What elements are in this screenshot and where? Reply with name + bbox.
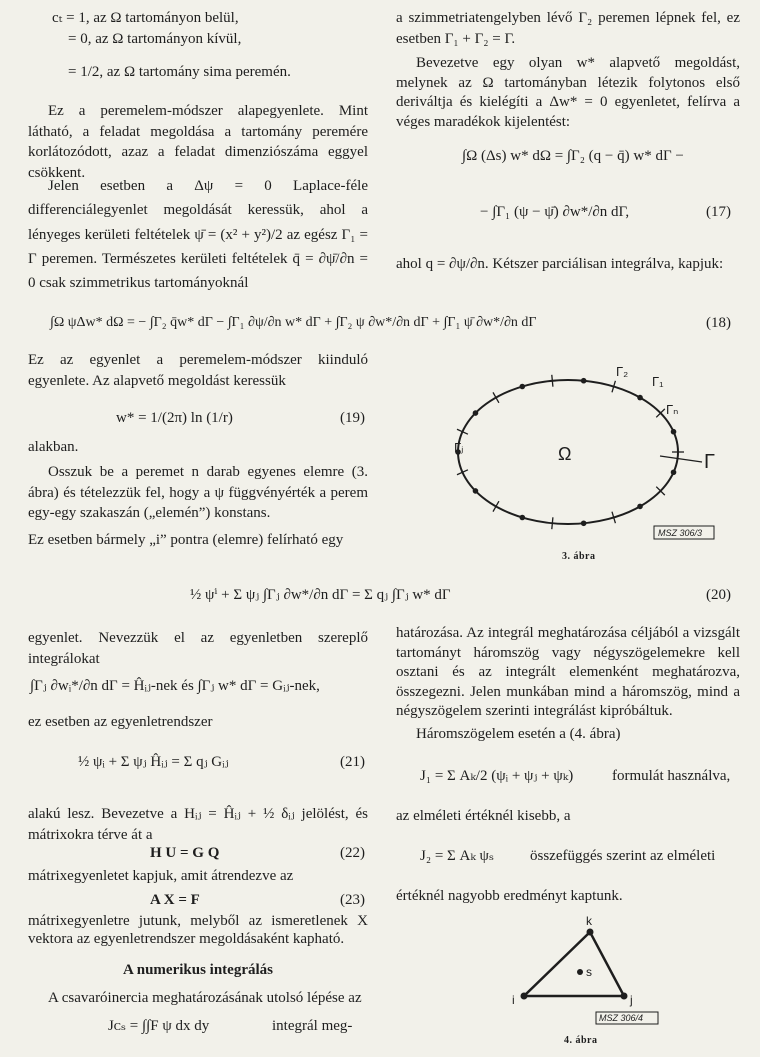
- figure-3-boundary-diagram: [420, 356, 740, 566]
- node-i: [521, 993, 528, 1000]
- paragraph-ismeretlenek: mátrixegyenletre jutunk, melyből az ismeretlenek X vektora az egyenletrendszer megoldásaként kapható.: [28, 913, 368, 947]
- paragraph-integralok: egyenlet. Nevezzük el az egyenletben szereplő integrálokat: [28, 630, 368, 667]
- equation-j2: J₂ = Σ Aₖ ψₛ: [420, 848, 495, 864]
- paragraph-hatarozasa: határozása. Az integrál meghatározása céljából a vizsgált tartományt háromszög vagy négyszögelemekre kell osztani és az integrált elemenként meghatározva, összegezni. Jelen munkában mind a háromszög, mind a négyszögelem szerinti integrálást kipróbáltuk.: [396, 625, 740, 719]
- paragraph-szimmetriatengely: a szimmetriatengelyben lévő Γ₂ peremen lépnek fel, ez esetben Γ₁ + Γ₂ = Γ.: [396, 10, 740, 47]
- figure-4-stamp: MSZ 306/4: [599, 1013, 644, 1023]
- triangle-element: [524, 932, 624, 996]
- equation-j1: J₁ = Σ Aₖ/2 (ψᵢ + ψⱼ + ψₖ): [420, 768, 574, 784]
- equation-23: A X = F: [150, 892, 200, 908]
- paragraph-elemek: Osszuk be a peremet n darab egyenes elemre (3. ábra) és tételezzük fel, hogy a ψ függvényérték a perem egy-egy szakaszán („elemén”) konstans.: [28, 464, 368, 522]
- omega-label: Ω: [558, 444, 572, 464]
- gamma-label: Γ: [704, 451, 716, 473]
- gamman-label: Γₙ: [666, 402, 679, 417]
- paragraph-laplace: Jelen esetben a Δψ = 0 Laplace-féle differenciálegyenlet megoldását keressük, ahol a lényeges kerületi feltételek ψ̄ = (x² + y²)/2 az egész Γ₁ = Γ peremen. Természetes kerületi feltételek q̄ = ∂ψ̄/∂n = 0 csak szimmetrikus tartományoknál: [28, 178, 368, 292]
- equation-21: ½ ψᵢ + Σ ψⱼ Ĥᵢⱼ = Σ qⱼ Gᵢⱼ: [78, 754, 229, 770]
- paragraph-kiindulo: Ez az egyenlet a peremelem-módszer kiinduló egyenlete. Az alapvető megoldást keressük: [28, 352, 368, 389]
- gamma-arrow-line: [660, 456, 702, 462]
- figure-4-triangle-diagram: [504, 912, 684, 1032]
- equation-22-number: (22): [340, 845, 365, 861]
- equation-17-line1: ∫Ω (Δs) w* dΩ = ∫Γ₂ (q − q̄) w* dΓ −: [462, 148, 684, 164]
- paragraph-pont: Ez esetben bármely „i” pontra (elemre) felírható egy: [28, 532, 344, 548]
- paragraph-ahol-q: ahol q = ∂ψ/∂n. Kétszer parciálisan integrálva, kapjuk:: [396, 256, 724, 272]
- node-j: [621, 993, 628, 1000]
- paragraph-alakban: alakban.: [28, 439, 79, 455]
- equation-20: ½ ψⁱ + Σ ψⱼ ∫Γⱼ ∂w*/∂n dΓ = Σ qⱼ ∫Γⱼ w* dΓ: [190, 587, 451, 603]
- j1-tail-text: formulát használva,: [612, 768, 731, 784]
- j2-tail-text: összefüggés szerint az elméleti: [530, 848, 716, 864]
- section-heading: A numerikus integrálás: [122, 962, 273, 978]
- node-k: [587, 929, 594, 936]
- label-j: j: [630, 993, 633, 1007]
- gamma1-label: Γ₁: [652, 374, 664, 389]
- equation-18-number: (18): [706, 315, 731, 331]
- equation-19: w* = 1/(2π) ln (1/r): [116, 410, 233, 426]
- paragraph-egyenletrendszer: ez esetben az egyenletrendszer: [28, 714, 213, 730]
- ct-line1: cₜ = 1, az Ω tartományon belül,: [52, 10, 239, 26]
- label-i: i: [512, 993, 515, 1007]
- figure-4-caption: 4. ábra: [564, 1035, 598, 1046]
- paragraph-integral-tail: integrál meg-: [272, 1018, 353, 1034]
- gamma2-label: Γ₂: [616, 364, 629, 379]
- equation-18: ∫Ω ψΔw* dΩ = − ∫Γ₂ q̄w* dΓ − ∫Γ₁ ∂ψ/∂n w* dΓ + ∫Γ₂ ψ ∂w*/∂n dΓ + ∫Γ₁ ψ̄ ∂w*/∂n dΓ: [50, 315, 537, 330]
- paragraph-main-equation: Ez a peremelem-módszer alapegyenlete. Mint látható, a feladat megoldása a tartomány peremére korlátozódott, azaz a feladat dimenziószáma eggyel csökkent.: [28, 103, 368, 182]
- equation-19-number: (19): [340, 410, 365, 426]
- paragraph-alapveto-megoldas: Bevezetve egy olyan w* alapvető megoldást, melynek az Ω tartományban létezik folytonos első deriváltja és kielégíti a Δw* = 0 egyenletet, felírva a véges maradékok kijelentést:: [396, 55, 740, 130]
- equation-definitions: ∫Γⱼ ∂wᵢ*/∂n dΓ = Ĥᵢⱼ-nek és ∫Γⱼ w* dΓ = Gᵢⱼ-nek,: [30, 678, 320, 694]
- figure-3-stamp: MSZ 306/3: [658, 528, 703, 538]
- ct-line2: = 0, az Ω tartományon kívül,: [68, 31, 242, 47]
- paragraph-matrixegyenlet: mátrixegyenletet kapjuk, amit átrendezve az: [28, 868, 294, 884]
- equation-17-number: (17): [706, 204, 731, 220]
- label-k: k: [586, 914, 592, 928]
- paragraph-csavaroinercia: A csavaróinercia meghatározásának utolsó lépése az: [48, 990, 362, 1006]
- paragraph-elmeleti-kisebb: az elméleti értéknél kisebb, a: [396, 808, 571, 824]
- label-s: s: [586, 965, 592, 979]
- ct-line3: = 1/2, az Ω tartomány sima peremén.: [68, 64, 291, 80]
- paragraph-elmeleti-nagyobb: értéknél nagyobb eredményt kaptunk.: [396, 888, 623, 904]
- equation-21-number: (21): [340, 754, 365, 770]
- equation-17-line2: − ∫Γ₁ (ψ − ψ̄) ∂w*/∂n dΓ,: [480, 204, 630, 220]
- equation-20-number: (20): [706, 587, 731, 603]
- paragraph-bevezetve: alakú lesz. Bevezetve a Hᵢⱼ = Ĥᵢⱼ + ½ δᵢⱼ jelölést, és mátrixokra térve át a: [28, 806, 368, 843]
- equation-22: H U = G Q: [150, 845, 220, 861]
- paragraph-haromszogelem: Háromszögelem esetén a (4. ábra): [416, 726, 621, 742]
- figure-3-caption: 3. ábra: [562, 551, 596, 562]
- equation-23-number: (23): [340, 892, 365, 908]
- centroid-s: [577, 969, 583, 975]
- gammaj-label: Γⱼ: [454, 440, 464, 455]
- equation-jcs: Jᴄₛ = ∫∫F ψ dx dy: [108, 1018, 210, 1034]
